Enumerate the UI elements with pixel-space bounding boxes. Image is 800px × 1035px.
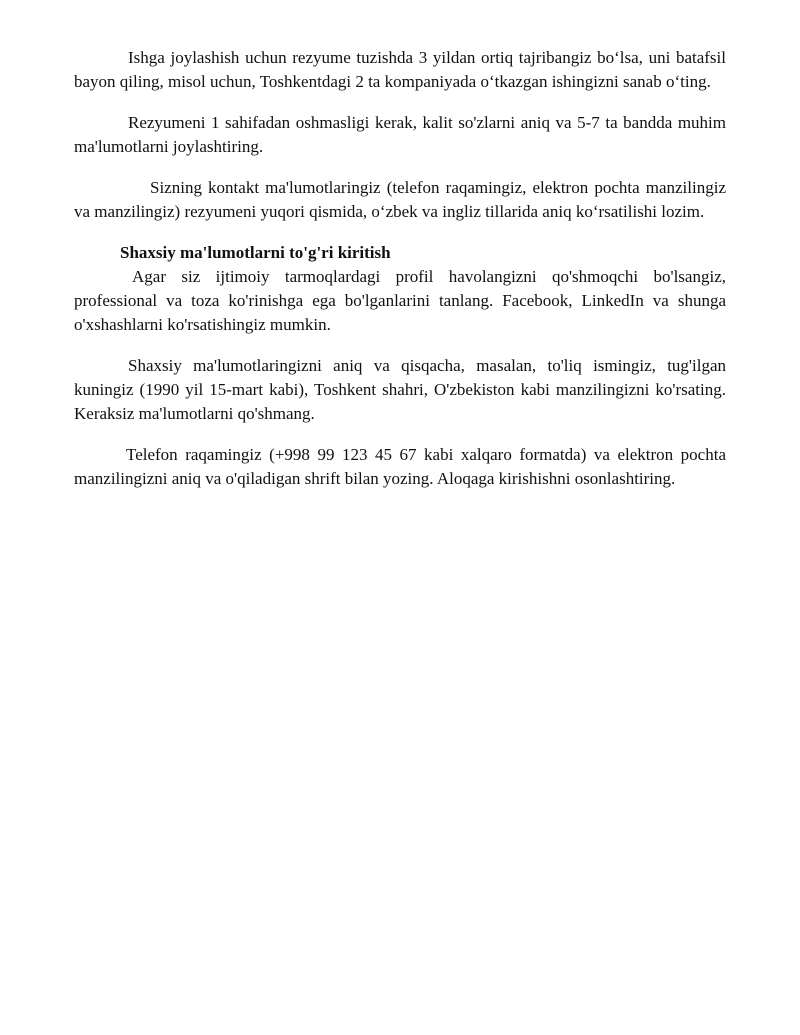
paragraph-contact-info: Sizning kontakt ma'lumotlaringiz (telefon raqamingiz, elektron pochta manzilingiz va manzilingiz) rezyumeni yuqori qismida, o‘zbek va ingliz tillarida aniq ko‘rsatilishi lozim. <box>74 178 726 221</box>
document-body <box>74 46 726 508</box>
paragraph-resume-length: Rezyumeni 1 sahifadan oshmasligi kerak, kalit so'zlarni aniq va 5-7 ta bandda muhim ma'lumotlarni joylashtiring. <box>74 113 726 156</box>
paragraph-personal-details: Shaxsiy ma'lumotlaringizni aniq va qisqacha, masalan, to'liq ismingiz, tug'ilgan kuningiz (1990 yil 15-mart kabi), Toshkent shahri, O'zbekiston kabi manzilingizni ko'rsating. Keraksiz ma'lumotlarni qo'shmang. <box>74 356 726 423</box>
paragraph-social-profiles: Agar siz ijtimoiy tarmoqlardagi profil havolangizni qo'shmoqchi bo'lsangiz, professional va toza ko'rinishga ega bo'lganlarini tanlang. Facebook, LinkedIn va shunga o'xshashlarni ko'rsatishingiz mumkin. <box>74 267 726 334</box>
section-heading: Shaxsiy ma'lumotlarni to'g'ri kiritish <box>120 243 391 262</box>
paragraph-experience: Ishga joylashish uchun rezyume tuzishda 3 yildan ortiq tajribangiz bo‘lsa, uni batafsil bayon qiling, misol uchun, Toshkentdagi 2 ta kompaniyada o‘tkazgan ishingizni sanab o‘ting. <box>74 48 726 91</box>
paragraph-phone-email: Telefon raqamingiz (+998 99 123 45 67 kabi xalqaro formatda) va elektron pochta manzilingizni aniq va o'qiladigan shrift bilan yozing. Aloqaga kirishishni osonlashtiring. <box>74 445 726 488</box>
